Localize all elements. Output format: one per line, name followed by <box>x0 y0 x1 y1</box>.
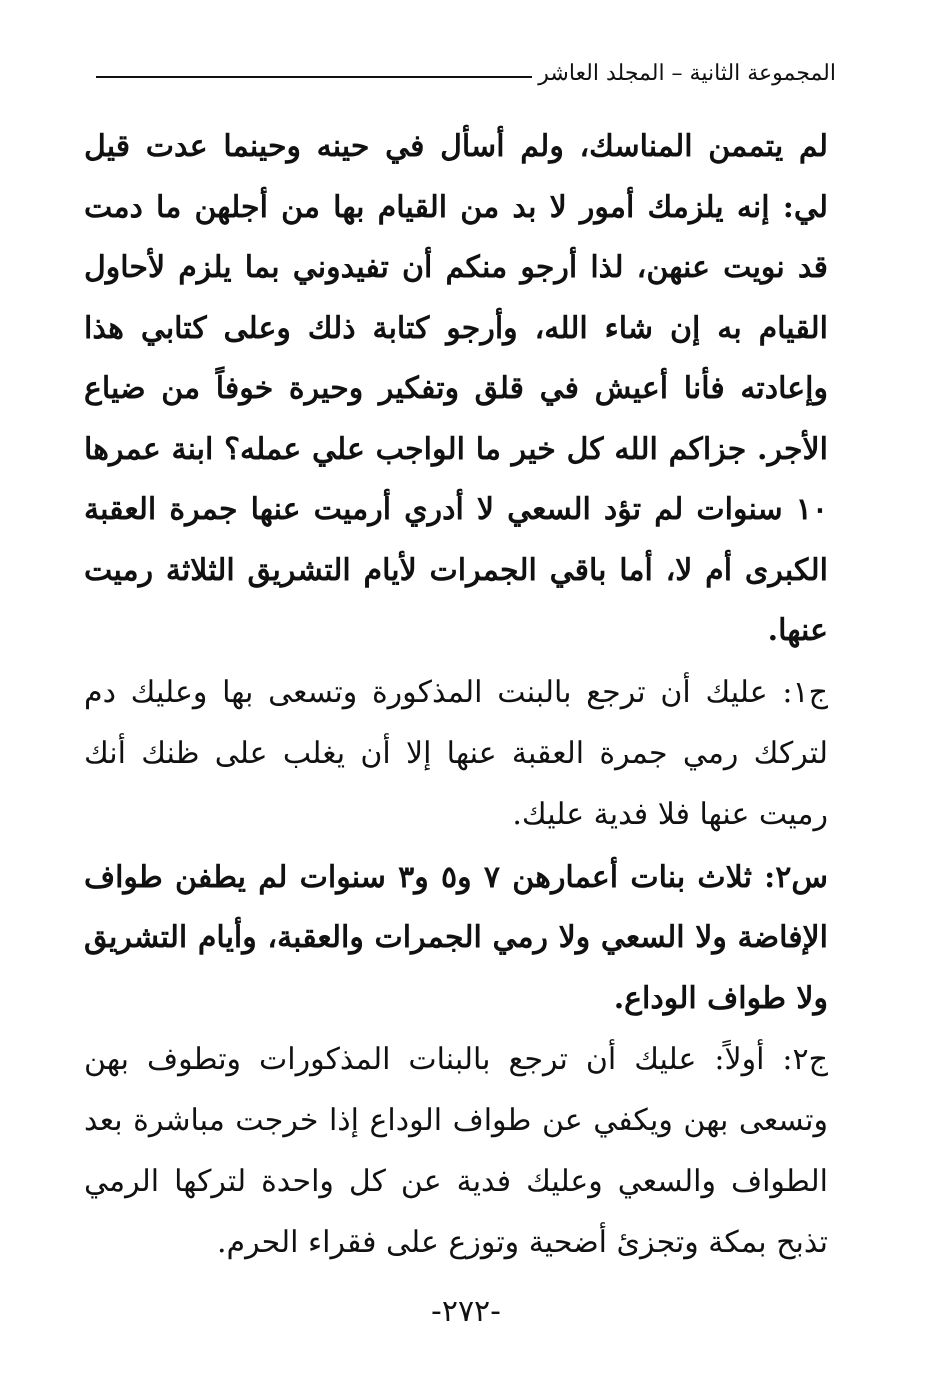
question-2: س٢: ثلاث بنات أعمارهن ٧ و٥ و٣ سنوات لم يطفن طواف الإفاضة ولا السعي ولا رمي الجمرات والعقبة، وأيام التشريق ولا طواف الوداع. <box>84 859 828 1016</box>
running-title: المجموعة الثانية – المجلد العاشر <box>532 60 836 88</box>
body-text <box>84 117 828 1273</box>
question-1-continuation: لم يتممن المناسك، ولم أسأل في حينه وحينما عدت قيل لي: إنه يلزمك أمور لا بد من القيام بها من أجلهن ما دمت قد نويت عنهن، لذا أرجو منكم أن تفيدوني بما يلزم لأحاول القيام به إن شاء الله، وأرجو كتابة ذلك وعلى كتابي هذا وإعادته فأنا أعيش في قلق وتفكير وحيرة خوفاً من ضياع الأجر. جزاكم الله كل خير ما الواجب علي عمله؟ ابنة عمرها ١٠ سنوات لم تؤد السعي لا أدري أرميت عنها جمرة العقبة الكبرى أم لا، أما باقي الجمرات لأيام التشريق الثلاثة رميت عنها. <box>84 129 828 648</box>
answer-1: ج١: عليك أن ترجع بالبنت المذكورة وتسعى بها وعليك دم لتركك رمي جمرة العقبة عنها إلا أن يغلب على ظنك أنك رميت عنها فلا فدية عليك. <box>84 674 828 832</box>
running-header <box>96 60 836 94</box>
answer-2: ج٢: أولاً: عليك أن ترجع بالبنات المذكورات وتطوف بهن وتسعى بهن ويكفي عن طواف الوداع إذا خرجت مباشرة بعد الطواف والسعي وعليك فدية عن كل واحدة لتركها الرمي تذبح بمكة وتجزئ أضحية وتوزع على فقراء الحرم. <box>84 1042 828 1260</box>
page-number: -٢٧٢- <box>431 1294 501 1329</box>
